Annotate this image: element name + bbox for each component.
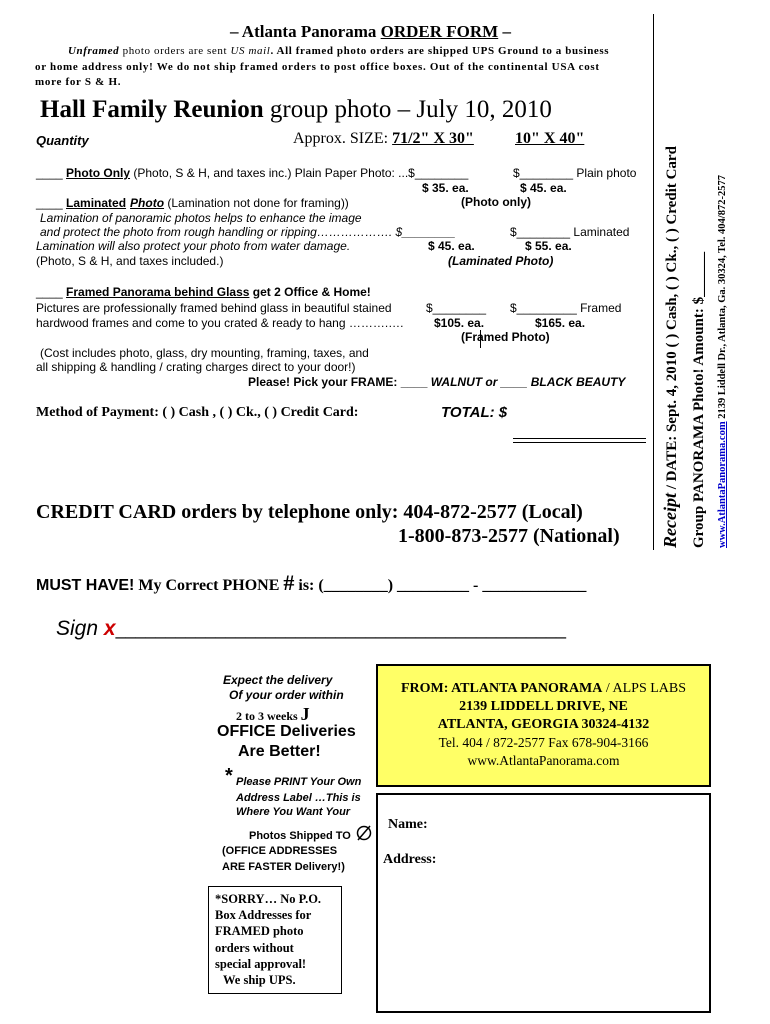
laminated-col2: $________ Laminated	[510, 225, 630, 239]
total-label: TOTAL: $	[441, 404, 508, 421]
credit-card-line1: CREDIT CARD orders by telephone only: 404-872-2577 (Local)	[36, 501, 583, 523]
total-underline	[513, 438, 646, 443]
shipping-notice-line1: Unframed photo orders are sent US mail. All framed photo orders are shipped UPS Ground to a business	[68, 45, 610, 57]
return-address-box	[376, 664, 711, 787]
framed-cost2: all shipping & handling / crating charges direct to your door!)	[36, 360, 356, 374]
photo-only-price1: $ 35. ea.	[422, 181, 469, 195]
sorry-line1: *SORRY… No P.O.	[215, 892, 322, 906]
shipping-notice-line2: or home address only! We do not ship framed orders to post office boxes. Out of the continental USA cost	[35, 61, 600, 73]
laminated-line2: Lamination of panoramic photos helps to enhance the image	[40, 211, 362, 225]
from-line4: Tel. 404 / 872-2577 Fax 678-904-3166	[438, 735, 649, 750]
receipt-stub	[654, 14, 734, 548]
delivery-line5: Are Better!	[238, 743, 321, 760]
framed-col2: $_________ Framed	[510, 301, 622, 315]
laminated-price2: $ 55. ea.	[525, 239, 572, 253]
shipping-notice-line3: more for S & H.	[35, 76, 122, 88]
from-line1: FROM: ATLANTA PANORAMA / ALPS LABS	[400, 681, 687, 696]
from-line5: www.AtlantaPanorama.com	[467, 753, 620, 768]
address-label: Address:	[383, 852, 437, 867]
framed-caption: (Framed Photo)	[461, 330, 550, 344]
from-line3: ATLANTA, GEORGIA 30324-4132	[437, 717, 650, 732]
no-po-box-notice	[208, 886, 342, 994]
sorry-line2: Box Addresses for	[215, 908, 312, 923]
delivery-line11: ARE FASTER Delivery!)	[222, 861, 345, 873]
sorry-line3: FRAMED photo	[215, 924, 304, 939]
payment-method: Method of Payment: ( ) Cash , ( ) Ck., ( ) Credit Card:	[36, 405, 359, 420]
sorry-line4: orders without	[215, 940, 294, 955]
laminated-line5: (Photo, S & H, and taxes included.)	[36, 254, 224, 268]
from-line2: 2139 LIDDELL DRIVE, NE	[459, 699, 628, 714]
credit-card-line2: 1-800-873-2577 (National)	[398, 525, 620, 547]
receipt-line3: www.AtlantaPanorama.com 2139 Liddell Dr., Atlanta, Ga. 30324, Tel. 404/872-2577	[717, 175, 728, 548]
event-title: Hall Family Reunion group photo – July 10, 2010	[40, 96, 552, 123]
delivery-line2: Of your order within	[229, 688, 344, 702]
delivery-line4: OFFICE Deliveries	[217, 723, 356, 740]
receipt-line1: Receipt / DATE: Sept. 4, 2010 ( ) Cash, ( ) Ck., ( ) Credit Card	[660, 146, 680, 548]
delivery-line9: Photos Shipped TO	[249, 830, 351, 842]
phone-row: MUST HAVE! My Correct PHONE # is: (________) _________ - _____________	[36, 570, 587, 595]
sorry-line5: special approval!	[215, 956, 307, 971]
framed-price1: $105. ea.	[434, 316, 485, 330]
empty-set-icon	[355, 824, 373, 842]
delivery-line8: Where You Want Your	[236, 806, 351, 818]
framed-col1: $________	[426, 301, 487, 315]
photo-only-col2: $________ Plain photo	[513, 166, 637, 180]
laminated-price1: $ 45. ea.	[428, 239, 475, 253]
framed-line3: hardwood frames and come to you crated & ready to hang ……….….	[36, 316, 404, 330]
delivery-line7: Address Label …This is	[236, 792, 361, 804]
delivery-line1: Expect the delivery	[223, 673, 333, 687]
framed-line2: Pictures are professionally framed behind glass in beautiful stained	[36, 301, 392, 315]
asterisk: *	[225, 765, 233, 787]
photo-only-caption: (Photo only)	[461, 195, 531, 209]
receipt-line2: Group PANORAMA Photo! Amount: $______	[691, 251, 707, 548]
frame-choice-row: Please! Pick your FRAME: ____ WALNUT or ____ BLACK BEAUTY	[248, 375, 626, 389]
framed-cost1: (Cost includes photo, glass, dry mounting, framing, taxes, and	[40, 346, 369, 360]
ship-to-address-box[interactable]	[376, 793, 711, 1013]
ship-to-symbol-icon	[355, 824, 373, 847]
framed-row: ____ Framed Panorama behind Glass get 2 Office & Home!	[36, 285, 371, 299]
laminated-caption: (Laminated Photo)	[448, 254, 554, 268]
signature-row: Sign x_____________________________________________	[56, 617, 567, 640]
form-title: – Atlanta Panorama ORDER FORM –	[230, 22, 511, 41]
delivery-line6: Please PRINT Your Own	[236, 776, 362, 788]
sorry-line6: We ship UPS.	[223, 973, 296, 988]
delivery-line10: (OFFICE ADDRESSES	[222, 845, 338, 857]
delivery-line3: 2 to 3 weeks J	[236, 704, 310, 724]
framed-price2: $165. ea.	[535, 316, 586, 330]
laminated-line3: and protect the photo from rough handling or ripping………………. $________	[40, 225, 456, 239]
name-label: Name:	[388, 817, 428, 832]
photo-only-row: ____ Photo Only (Photo, S & H, and taxes inc.) Plain Paper Photo: ...$________	[36, 166, 469, 180]
quantity-label: Quantity	[36, 133, 89, 148]
photo-only-price2: $ 45. ea.	[520, 181, 567, 195]
laminated-line4: Lamination will also protect your photo from water damage.	[36, 239, 351, 253]
size-header: Approx. SIZE: 71/2" X 30"	[293, 130, 474, 147]
laminated-row: ____ Laminated Photo (Lamination not done for framing))	[36, 196, 349, 210]
size2-header: 10" X 40"	[515, 130, 585, 147]
